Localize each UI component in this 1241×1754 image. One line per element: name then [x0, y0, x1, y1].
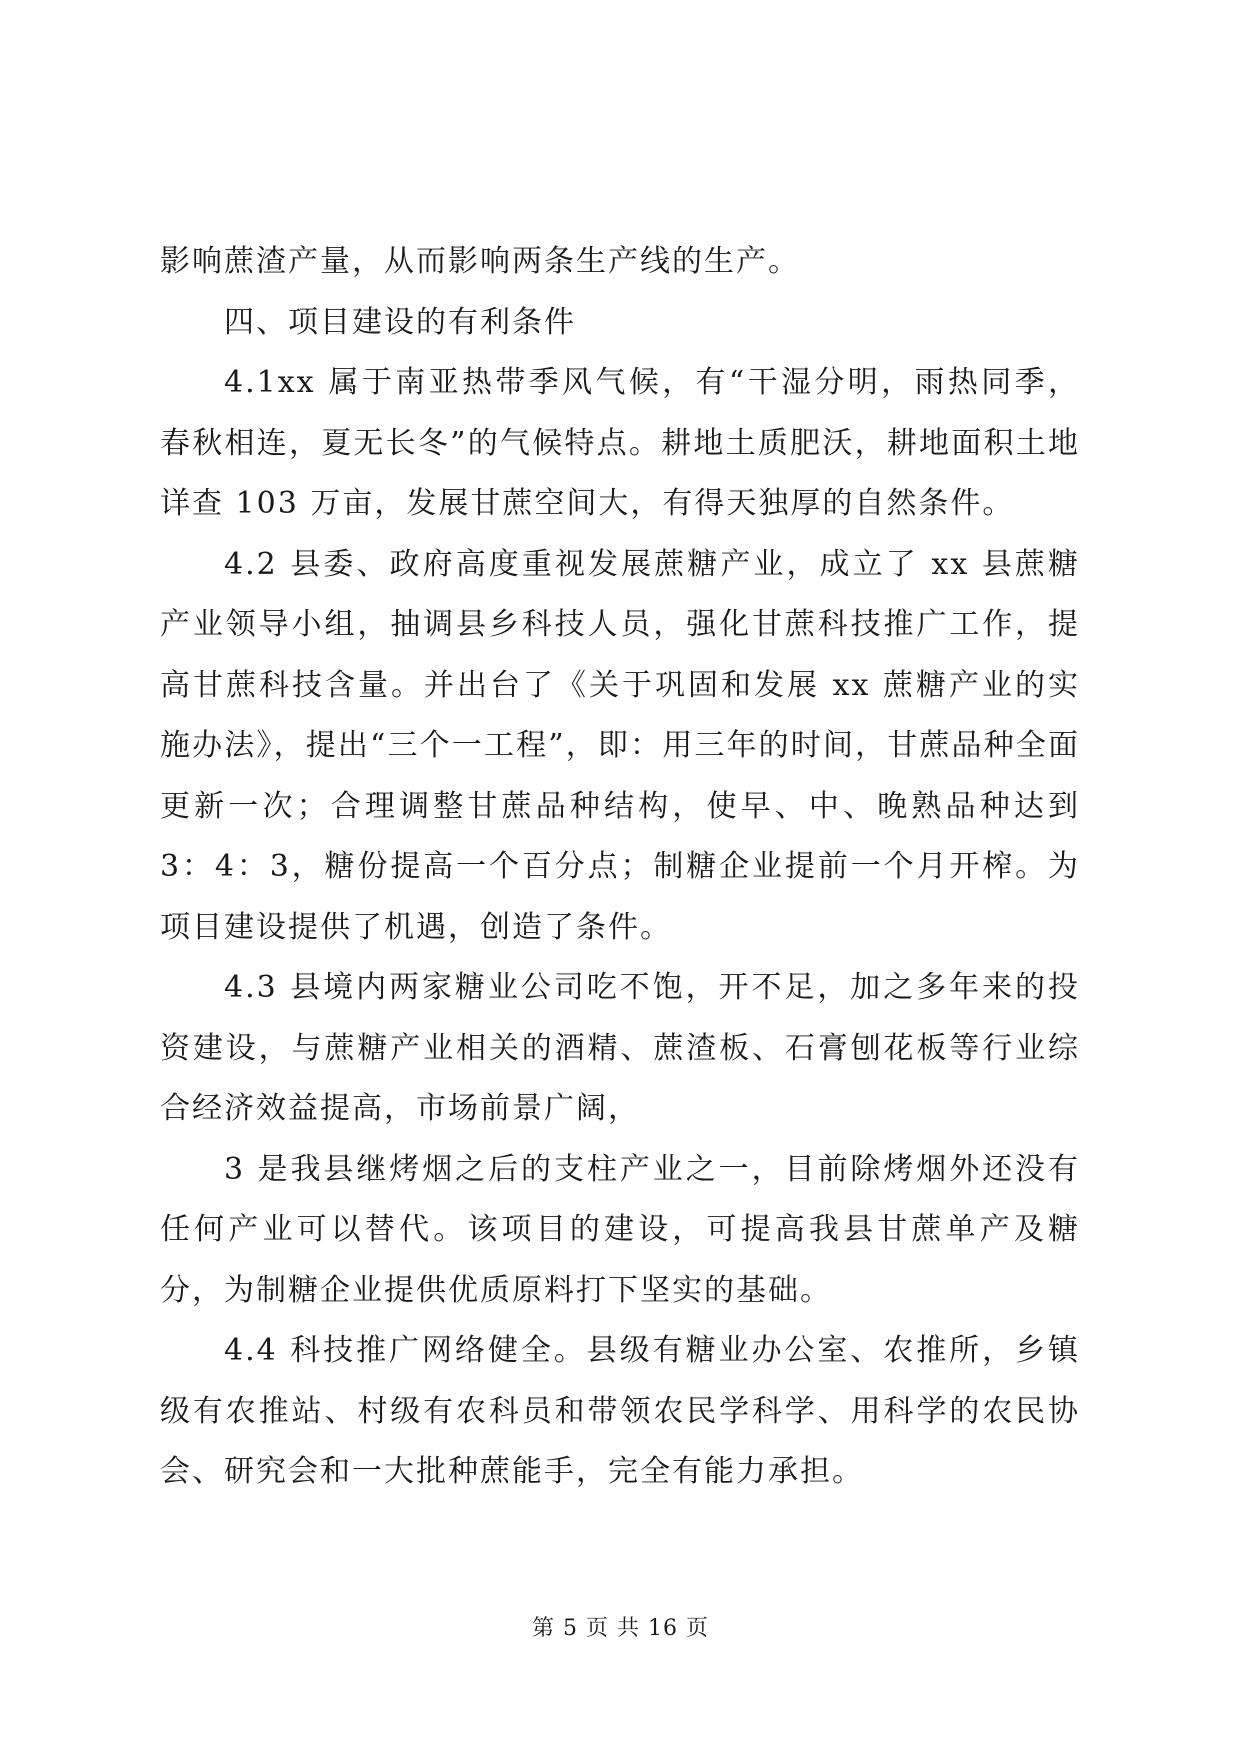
paragraph-pillar-industry: 3 是我县继烤烟之后的支柱产业之一，目前除烤烟外还没有任何产业可以替代。该项目的建设，可提高我县甘蔗单产及糖分，为制糖企业提供优质原料打下坚实的基础。: [160, 1151, 1080, 1308]
paragraph-4-4: 4.4 科技推广网络健全。县级有糖业办公室、农推所，乡镇级有农推站、村级有农科员和带领农民学科学、用科学的农民协会、研究会和一大批种蔗能手，完全有能力承担。: [160, 1333, 1080, 1489]
page-number-footer: 第 5 页 共 16 页: [532, 1616, 709, 1641]
paragraph-continuation: 影响蔗渣产量，从而影响两条生产线的生产。: [160, 244, 800, 279]
paragraph-4-3: 4.3 县境内两家糖业公司吃不饱，开不足，加之多年来的投资建设，与蔗糖产业相关的酒精、蔗渣板、石膏刨花板等行业综合经济效益提高，市场前景广阔，: [160, 970, 1080, 1126]
paragraph-4-1: 4.1xx 属于南亚热带季风气候，有“干湿分明，雨热同季，春秋相连，夏无长冬”的气候特点。耕地土质肥沃，耕地面积土地详查 103 万亩，发展甘蔗空间大，有得天独厚的自然条件。: [160, 365, 1080, 521]
section-heading: 四、项目建设的有利条件: [224, 304, 576, 340]
document-body: [160, 232, 1080, 1503]
paragraph-4-2: 4.2 县委、政府高度重视发展蔗糖产业，成立了 xx 县蔗糖产业领导小组，抽调县乡科技人员，强化甘蔗科技推广工作，提高甘蔗科技含量。并出台了《关于巩固和发展 xx 蔗糖产业的实施办法》，提出“三个一工程”，即：用三年的时间，甘蔗品种全面更新一次；合理调整甘蔗品种结构，使早、中、晚熟品种达到 3：4：3，糖份提高一个百分点；制糖企业提前一个月开榨。为项目建设提供了机遇，创造了条件。: [160, 546, 1080, 945]
